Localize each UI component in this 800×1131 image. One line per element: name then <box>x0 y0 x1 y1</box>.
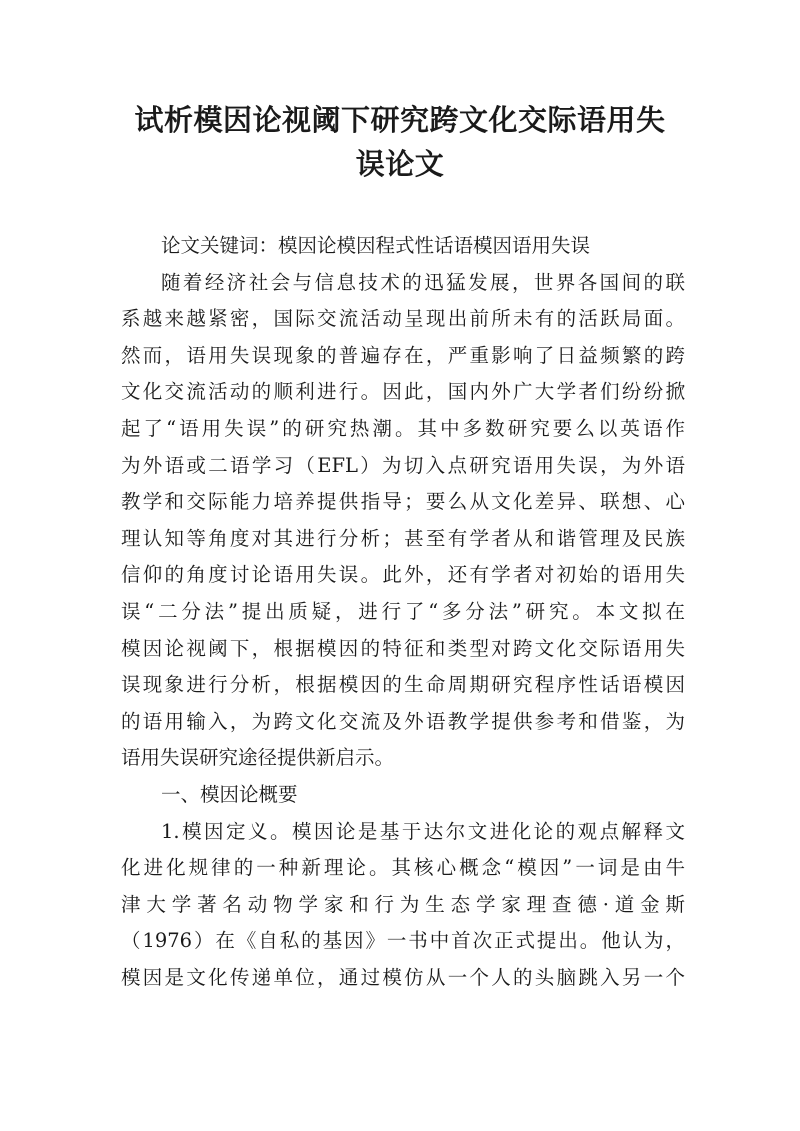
title-line-1: 试析模因论视阈下研究跨文化交际语用失 <box>134 103 666 137</box>
body-text-line: 然而，语用失误现象的普遍存在，严重影响了日益频繁的跨 <box>121 343 685 367</box>
body-text-line: 文化交流活动的顺利进行。因此，国内外广大学者们纷纷掀 <box>121 380 685 404</box>
body-text-line: 误“二分法”提出质疑，进行了“多分法”研究。本文拟在 <box>121 599 685 623</box>
body-text-line: 系越来越紧密，国际交流活动呈现出前所未有的活跃局面。 <box>121 307 685 331</box>
body-text-line: 为外语或二语学习（EFL）为切入点研究语用失误，为外语 <box>121 453 685 477</box>
body-text-line: 语用失误研究途径提供新启示。 <box>121 746 395 770</box>
body-text-line: 一、模因论概要 <box>161 782 298 806</box>
body-text-line: 模因是文化传递单位，通过模仿从一个人的头脑跳入另一个 <box>121 965 685 989</box>
body-text-line: 的语用输入，为跨文化交流及外语教学提供参考和借鉴，为 <box>121 709 685 733</box>
body-text-line: （1976）在《自私的基因》一书中首次正式提出。他认为， <box>121 929 685 953</box>
title-line-2: 误论文 <box>355 147 445 181</box>
body-text-line: 信仰的角度讨论语用失误。此外，还有学者对初始的语用失 <box>121 563 685 587</box>
body-text-line: 起了“语用失误”的研究热潮。其中多数研究要么以英语作 <box>121 416 685 440</box>
body-text-line: 教学和交际能力培养提供指导；要么从文化差异、联想、心 <box>121 490 685 514</box>
body-text-line: 津大学著名动物学家和行为生态学家理查德·道金斯 <box>121 892 685 916</box>
document-title <box>100 98 700 186</box>
body-text-line: 论文关键词：模因论模因程式性话语模因语用失误 <box>161 234 591 257</box>
document-body <box>121 228 685 996</box>
body-text-line: 随着经济社会与信息技术的迅猛发展，世界各国间的联 <box>161 270 685 294</box>
body-text-line: 理认知等角度对其进行分析；甚至有学者从和谐管理及民族 <box>121 526 685 550</box>
body-text-line: 误现象进行分析，根据模因的生命周期研究程序性话语模因 <box>121 673 685 697</box>
body-text-line: 模因论视阈下，根据模因的特征和类型对跨文化交际语用失 <box>121 636 685 660</box>
body-text-line: 化进化规律的一种新理论。其核心概念“模因”一词是由牛 <box>121 856 685 880</box>
body-text-line: 1.模因定义。模因论是基于达尔文进化论的观点解释文 <box>161 819 685 843</box>
